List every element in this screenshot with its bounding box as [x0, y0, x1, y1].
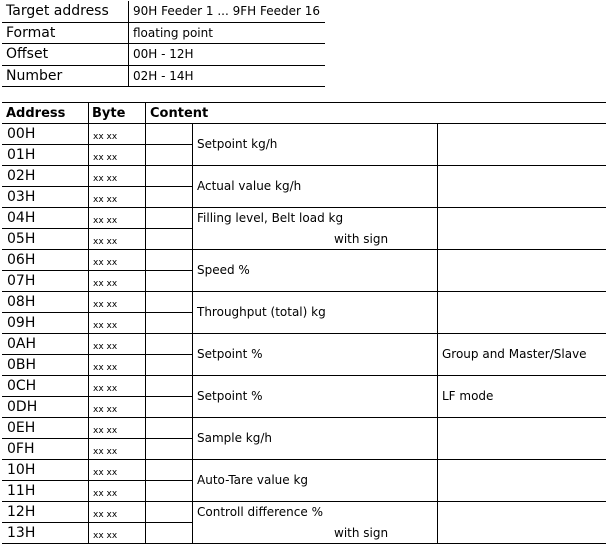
content-note: with sign [334, 526, 389, 540]
divider [437, 502, 438, 543]
address-cell: 01H [7, 147, 36, 163]
row-split-line [2, 480, 192, 481]
register-table [2, 102, 606, 544]
divider [192, 502, 193, 543]
divider [88, 292, 89, 333]
byte-cell: xx xx [93, 153, 118, 163]
divider [192, 418, 193, 459]
byte-cell: xx xx [93, 300, 118, 310]
divider [437, 250, 438, 291]
address-cell: 02H [7, 168, 36, 184]
table-header [2, 102, 606, 124]
divider [88, 166, 89, 207]
address-cell: 03H [7, 189, 36, 205]
byte-cell: xx xx [93, 405, 118, 415]
info-row-target-address [2, 1, 325, 23]
info-value: 02H - 14H [133, 68, 194, 83]
table-row [2, 292, 606, 334]
byte-cell: xx xx [93, 258, 118, 268]
address-cell: 0CH [7, 378, 37, 394]
address-cell: 06H [7, 252, 36, 268]
info-table [2, 1, 325, 87]
byte-cell: xx xx [93, 216, 118, 226]
header-content: Content [150, 106, 209, 121]
content-cell: Setpoint % [197, 389, 263, 403]
divider [88, 208, 89, 249]
content-cell: Filling level, Belt load kg [197, 211, 344, 225]
divider [437, 208, 438, 249]
byte-cell: xx xx [93, 489, 118, 499]
divider [437, 124, 438, 165]
content-cell: Setpoint kg/h [197, 137, 278, 151]
byte-cell: xx xx [93, 342, 118, 352]
divider [145, 250, 146, 291]
info-row-offset [2, 44, 325, 66]
divider [437, 166, 438, 207]
divider [145, 166, 146, 207]
divider [192, 334, 193, 375]
content-cell: Sample kg/h [197, 431, 273, 445]
divider [128, 1, 129, 23]
divider [145, 334, 146, 375]
byte-cell: xx xx [93, 132, 118, 142]
address-cell: 04H [7, 210, 36, 226]
address-cell: 05H [7, 231, 36, 247]
byte-cell: xx xx [93, 174, 118, 184]
info-value: 00H - 12H [133, 47, 194, 61]
byte-cell: xx xx [93, 468, 118, 478]
divider [145, 292, 146, 333]
address-cell: 12H [7, 504, 36, 520]
byte-cell: xx xx [93, 510, 118, 520]
address-cell: 07H [7, 273, 36, 289]
info-label: Format [6, 24, 56, 41]
divider [145, 376, 146, 417]
divider [145, 208, 146, 249]
row-split-line [2, 354, 192, 355]
divider [88, 418, 89, 459]
divider [145, 418, 146, 459]
address-cell: 10H [7, 462, 36, 478]
divider [88, 502, 89, 543]
address-cell: 0DH [7, 399, 38, 415]
divider [437, 292, 438, 333]
address-cell: 13H [7, 525, 36, 541]
info-label: Number [6, 67, 63, 84]
table-row [2, 208, 606, 250]
divider [192, 376, 193, 417]
byte-cell: xx xx [93, 531, 118, 541]
divider [437, 418, 438, 459]
row-split-line [2, 270, 192, 271]
info-label: Offset [6, 46, 49, 62]
table-row [2, 502, 606, 544]
address-cell: 0AH [7, 336, 37, 352]
row-split-line [2, 522, 192, 523]
table-row [2, 166, 606, 208]
byte-cell: xx xx [93, 384, 118, 394]
divider [88, 376, 89, 417]
divider [145, 460, 146, 501]
divider [128, 23, 129, 45]
byte-cell: xx xx [93, 195, 118, 205]
byte-cell: xx xx [93, 237, 118, 247]
divider [88, 334, 89, 375]
byte-cell: xx xx [93, 363, 118, 373]
row-split-line [2, 396, 192, 397]
divider [145, 103, 146, 123]
divider [192, 166, 193, 207]
divider [437, 460, 438, 501]
content-cell: Speed % [197, 263, 250, 277]
divider [437, 334, 438, 375]
table-body [2, 124, 606, 544]
divider [88, 124, 89, 165]
address-cell: 08H [7, 294, 36, 310]
header-byte: Byte [92, 106, 126, 121]
address-cell: 0FH [7, 441, 35, 457]
divider [437, 376, 438, 417]
byte-cell: xx xx [93, 279, 118, 289]
table-row [2, 376, 606, 418]
info-row-format [2, 23, 325, 45]
byte-cell: xx xx [93, 426, 118, 436]
content-cell: Actual value kg/h [197, 179, 302, 193]
table-row [2, 250, 606, 292]
address-cell: 11H [7, 483, 36, 499]
address-cell: 09H [7, 315, 36, 331]
info-row-number [2, 66, 325, 88]
table-row [2, 418, 606, 460]
divider [145, 124, 146, 165]
byte-cell: xx xx [93, 447, 118, 457]
content-cell: Auto-Tare value kg [197, 473, 309, 487]
header-address: Address [6, 106, 66, 121]
content-cell: Controll difference % [197, 505, 323, 519]
divider [128, 66, 129, 88]
byte-cell: xx xx [93, 321, 118, 331]
info-value: 90H Feeder 1 ... 9FH Feeder 16 [133, 4, 320, 18]
divider [145, 502, 146, 543]
divider [192, 460, 193, 501]
table-row [2, 460, 606, 502]
divider [88, 103, 89, 123]
info-value: floating point [133, 25, 213, 40]
address-cell: 0EH [7, 420, 36, 436]
address-cell: 00H [7, 126, 36, 142]
row-split-line [2, 228, 192, 229]
divider [192, 124, 193, 165]
divider [192, 208, 193, 249]
table-row [2, 124, 606, 166]
info-label: Target address [6, 3, 109, 19]
row-split-line [2, 144, 192, 145]
table-row [2, 334, 606, 376]
divider [88, 250, 89, 291]
extra-cell: Group and Master/Slave [442, 347, 587, 361]
content-cell: Setpoint % [197, 347, 263, 361]
divider [192, 250, 193, 291]
divider [192, 292, 193, 333]
extra-cell: LF mode [442, 389, 494, 403]
row-split-line [2, 438, 192, 439]
row-split-line [2, 312, 192, 313]
content-cell: Throughput (total) kg [197, 305, 326, 319]
divider [128, 44, 129, 66]
content-note: with sign [334, 232, 389, 246]
row-split-line [2, 186, 192, 187]
divider [88, 460, 89, 501]
address-cell: 0BH [7, 357, 37, 373]
